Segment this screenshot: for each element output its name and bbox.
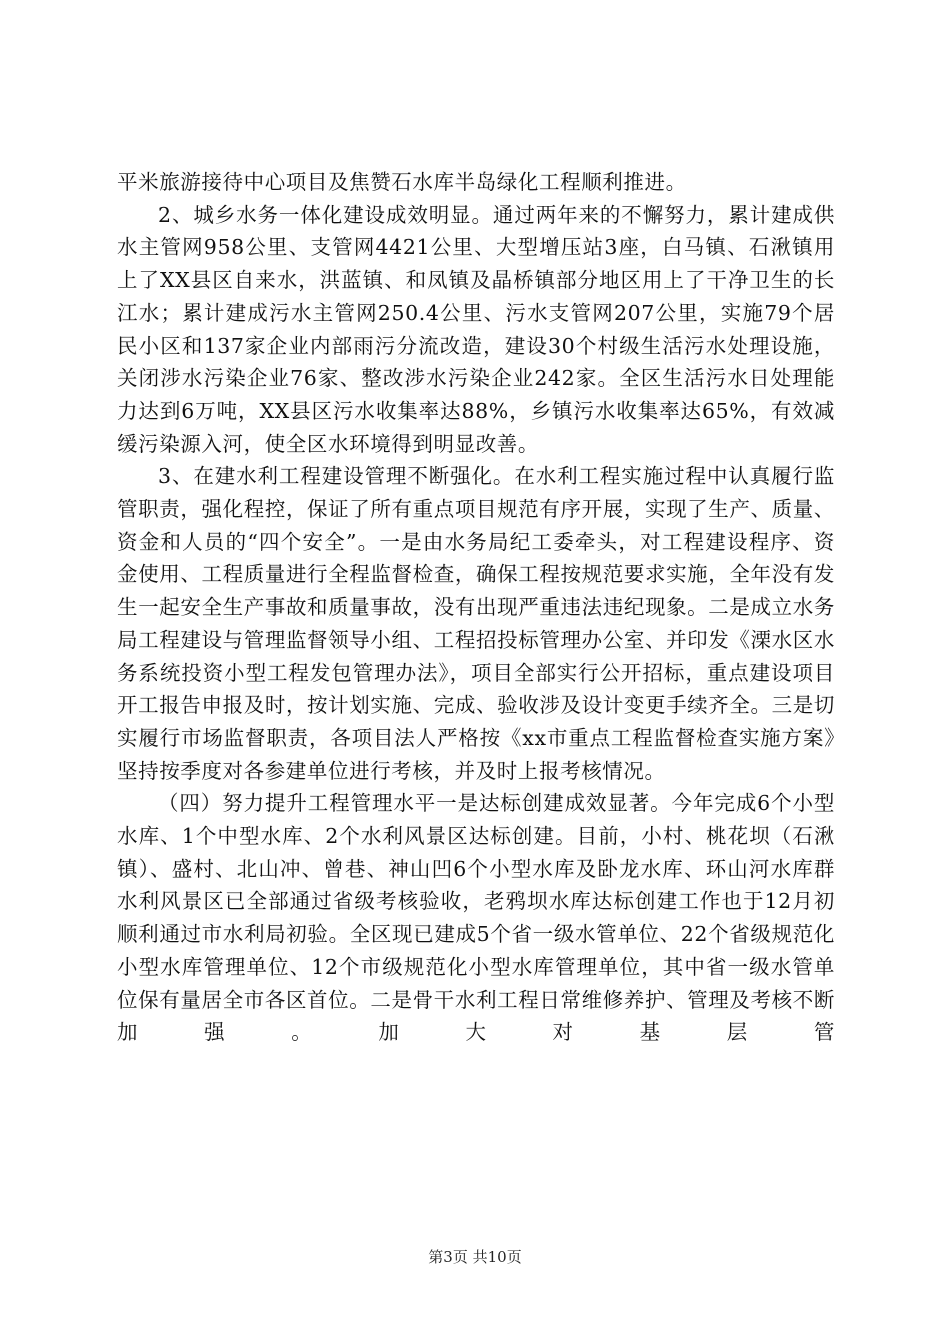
- paragraph-water-integration: 2、城乡水务一体化建设成效明显。通过两年来的不懈努力，累计建成供水主管网958公里、支管网4421公里、大型增压站3座，白马镇、石湫镇用上了XX县区自来水，洪蓝镇、和凤镇及晶桥镇部分地区用上了干净卫生的长江水；累计建成污水主管网250.4公里、污水支管网207公里，实施79个居民小区和137家企业内部雨污分流改造，建设30个村级生活污水处理设施，关闭涉水污染企业76家、整改涉水污染企业242家。全区生活污水日处理能力达到6万吨，XX县区污水收集率达88%，乡镇污水收集率达65%，有效减缓污染源入河，使全区水环境得到明显改善。: [117, 202, 835, 456]
- document-body: [117, 166, 835, 1049]
- paragraph-continuation: 平米旅游接待中心项目及焦赞石水库半岛绿化工程顺利推进。: [117, 170, 687, 194]
- page-footer: 第3页 共10页: [428, 1248, 522, 1266]
- paragraph-engineering-management: （四）努力提升工程管理水平一是达标创建成效显著。今年完成6个小型水库、1个中型水库、2个水利风景区达标创建。目前，小村、桃花坝（石湫镇）、盛村、北山冲、曾巷、神山凹6个小型水库及卧龙水库、环山河水库群水利风景区已全部通过省级考核验收，老鸦坝水库达标创建工作也于12月初顺利通过市水利局初验。全区现已建成5个省一级水管单位、22个省级规范化小型水库管理单位、12个市级规范化小型水库管理单位，其中省一级水管单位保有量居全市各区首位。二是骨干水利工程日常维修养护、管理及考核不断加强。加大对基层管: [117, 791, 835, 1045]
- paragraph-construction-management: 3、在建水利工程建设管理不断强化。在水利工程实施过程中认真履行监管职责，强化程控，保证了所有重点项目规范有序开展，实现了生产、质量、资金和人员的“四个安全”。一是由水务局纪工委牵头，对工程建设程序、资金使用、工程质量进行全程监督检查，确保工程按规范要求实施，全年没有发生一起安全生产事故和质量事故，没有出现严重违法违纪现象。二是成立水务局工程建设与管理监督领导小组、工程招投标管理办公室、并印发《溧水区水务系统投资小型工程发包管理办法》，项目全部实行公开招标，重点建设项目开工报告申报及时，按计划实施、完成、验收涉及设计变更手续齐全。三是切实履行市场监督职责，各项目法人严格按《xx市重点工程监督检查实施方案》坚持按季度对各参建单位进行考核，并及时上报考核情况。: [117, 464, 835, 783]
